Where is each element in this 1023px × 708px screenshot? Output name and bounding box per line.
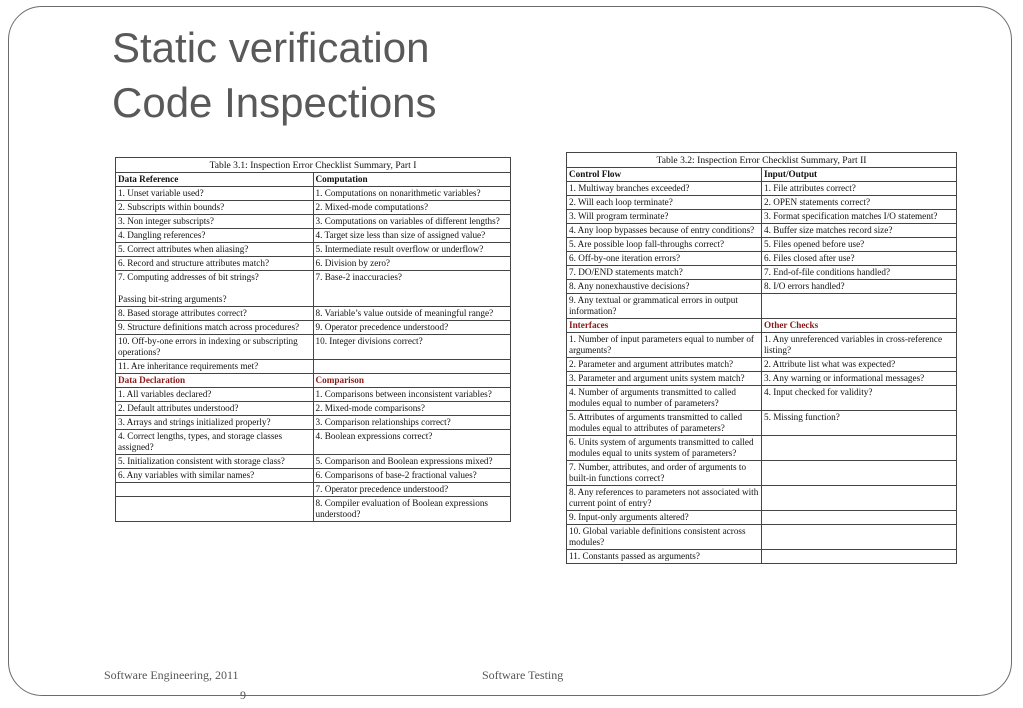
- cell-text: 7. End-of-file conditions handled?: [764, 267, 891, 277]
- table-cell-right: [762, 196, 957, 210]
- table-cell-left: [116, 307, 314, 321]
- table-cell-right: [313, 173, 511, 187]
- table-cell-left: [116, 187, 314, 201]
- cell-text: 6. Any variables with similar names?: [118, 470, 255, 480]
- table-cell-right: [313, 243, 511, 257]
- table-row: [116, 402, 511, 416]
- cell-text: 2. OPEN statements correct?: [764, 197, 871, 207]
- slide-title-line-1: Static verification: [112, 24, 430, 71]
- footer-course: Software Engineering, 2011: [104, 668, 239, 682]
- table-cell-left: [116, 469, 314, 483]
- table-row: [116, 321, 511, 335]
- cell-text: 1. Computations on nonarithmetic variables?: [315, 188, 481, 198]
- cell-text: 5. Missing function?: [764, 412, 840, 422]
- table-cell-right: [313, 229, 511, 243]
- cell-text: 1. Comparisons between inconsistent variables?: [315, 389, 492, 399]
- table-cell-left: [567, 280, 762, 294]
- table-row: [116, 215, 511, 229]
- table-cell-right: [762, 525, 957, 550]
- table-cell-right: [313, 321, 511, 335]
- table-row: [116, 243, 511, 257]
- cell-text: 4. Number of arguments transmitted to called modules equal to number of parameters?: [569, 387, 736, 408]
- table-cell-right: [762, 319, 957, 333]
- table-cell-left: [567, 436, 762, 461]
- cell-text: 10. Integer divisions correct?: [315, 336, 423, 346]
- cell-text: 2. Will each loop terminate?: [569, 197, 673, 207]
- table-row: [567, 386, 957, 411]
- table-cell-left: [567, 358, 762, 372]
- table-cell-left: [116, 402, 314, 416]
- table-cell-left: [116, 430, 314, 455]
- table-cell-right: [313, 271, 511, 307]
- table-cell-left: [116, 173, 314, 187]
- cell-text: Comparison: [315, 375, 364, 385]
- table-cell-right: [313, 430, 511, 455]
- cell-text: 4. Any loop bypasses because of entry conditions?: [569, 225, 755, 235]
- table-cell-right: [762, 372, 957, 386]
- table-cell-left: [567, 372, 762, 386]
- cell-text: 5. Intermediate result overflow or underflow?: [315, 244, 484, 254]
- cell-text: 3. Comparison relationships correct?: [315, 417, 451, 427]
- cell-text: 11. Are inheritance requirements met?: [118, 361, 259, 371]
- table-row: [116, 497, 511, 522]
- checklist-table-part-1: [115, 157, 511, 522]
- cell-text: 2. Parameter and argument attributes match?: [569, 359, 734, 369]
- table-cell-left: [116, 374, 314, 388]
- table-1-caption: Table 3.1: Inspection Error Checklist Summary, Part I: [115, 157, 511, 172]
- slide-title: [112, 20, 437, 130]
- cell-text: 5. Initialization consistent with storage class?: [118, 456, 285, 466]
- table-row: [567, 411, 957, 436]
- table-cell-right: [762, 358, 957, 372]
- table-cell-right: [313, 388, 511, 402]
- table-cell-right: [762, 224, 957, 238]
- cell-text: 5. Comparison and Boolean expressions mixed?: [315, 456, 493, 466]
- table-row: [567, 525, 957, 550]
- table-row: [116, 335, 511, 360]
- table-section-header: [567, 319, 957, 333]
- table-row: [567, 486, 957, 511]
- table-cell-left: [116, 388, 314, 402]
- cell-text: 5. Files opened before use?: [764, 239, 865, 249]
- table-cell-right: [762, 238, 957, 252]
- table-cell-left: [567, 238, 762, 252]
- cell-text: 11. Constants passed as arguments?: [569, 551, 700, 561]
- table-row: [116, 469, 511, 483]
- cell-text: 8. Based storage attributes correct?: [118, 308, 247, 318]
- table-cell-left: [567, 525, 762, 550]
- cell-text: 5. Correct attributes when aliasing?: [118, 244, 249, 254]
- cell-text: 2. Attribute list what was expected?: [764, 359, 896, 369]
- table-cell-left: [567, 550, 762, 564]
- cell-text: 8. Any nonexhaustive decisions?: [569, 281, 690, 291]
- table-cell-left: [567, 252, 762, 266]
- table-cell-right: [313, 201, 511, 215]
- table-row: [567, 224, 957, 238]
- cell-text: 7. Operator precedence understood?: [315, 484, 449, 494]
- cell-text: 2. Mixed-mode comparisons?: [315, 403, 425, 413]
- table-cell-left: [567, 210, 762, 224]
- table-section-header: [116, 374, 511, 388]
- cell-text: 7. DO/END statements match?: [569, 267, 683, 277]
- table-cell-right: [762, 411, 957, 436]
- table-row: [116, 455, 511, 469]
- table-cell-left: [567, 411, 762, 436]
- table-row: [567, 182, 957, 196]
- cell-text: 8. Compiler evaluation of Boolean expressions understood?: [315, 498, 488, 519]
- cell-text: 1. Multiway branches exceeded?: [569, 183, 690, 193]
- table-cell-left: [116, 215, 314, 229]
- table-row: [567, 372, 957, 386]
- table-cell-right: [313, 483, 511, 497]
- table-cell-left: [116, 229, 314, 243]
- footer-topic: Software Testing: [482, 668, 564, 682]
- cell-text: 5. Attributes of arguments transmitted to called modules equal to attributes of parameters?: [569, 412, 743, 433]
- table-cell-left: [567, 333, 762, 358]
- table-cell-right: [762, 436, 957, 461]
- table-section-header: [567, 168, 957, 182]
- table-cell-right: [313, 307, 511, 321]
- table-cell-left: [567, 461, 762, 486]
- table-cell-right: [762, 461, 957, 486]
- table-row: [116, 483, 511, 497]
- cell-text: 7. Base-2 inaccuracies?: [315, 272, 402, 282]
- table-cell-right: [313, 335, 511, 360]
- cell-text: 3. Parameter and argument units system match?: [569, 373, 745, 383]
- cell-text: Data Reference: [118, 174, 179, 184]
- cell-text: 9. Any textual or grammatical errors in output information?: [569, 295, 738, 316]
- table-row: [116, 229, 511, 243]
- table-cell-right: [762, 486, 957, 511]
- cell-text: 10. Off-by-one errors in indexing or subscripting operations?: [118, 336, 298, 357]
- cell-text: 4. Boolean expressions correct?: [315, 431, 433, 441]
- table-cell-left: [116, 243, 314, 257]
- table-2-caption: Table 3.2: Inspection Error Checklist Summary, Part II: [566, 152, 957, 167]
- cell-text: 8. I/O errors handled?: [764, 281, 845, 291]
- slide-title-line-2: Code Inspections: [112, 79, 437, 126]
- table-cell-left: [567, 511, 762, 525]
- table-cell-left: [116, 455, 314, 469]
- cell-text: 6. Division by zero?: [315, 258, 391, 268]
- table-cell-right: [313, 360, 511, 374]
- table-cell-left: [567, 319, 762, 333]
- cell-text: 6. Off-by-one iteration errors?: [569, 253, 681, 263]
- table-cell-left: [116, 416, 314, 430]
- table-row: [567, 436, 957, 461]
- cell-text: 1. Unset variable used?: [118, 188, 204, 198]
- table-cell-right: [313, 187, 511, 201]
- table-cell-right: [762, 266, 957, 280]
- table-cell-left: [116, 483, 314, 497]
- cell-text: 3. Non integer subscripts?: [118, 216, 214, 226]
- table-row: [116, 257, 511, 271]
- cell-text: 8. Variable’s value outside of meaningful range?: [315, 308, 494, 318]
- table-cell-right: [313, 257, 511, 271]
- cell-text: Interfaces: [569, 320, 609, 330]
- cell-text: 3. Computations on variables of different lengths?: [315, 216, 500, 226]
- table-row: [116, 201, 511, 215]
- checklist-table-2: [566, 152, 957, 564]
- table-cell-right: [762, 280, 957, 294]
- cell-text: Data Declaration: [118, 375, 186, 385]
- table-row: [567, 238, 957, 252]
- cell-text: 1. All variables declared?: [118, 389, 212, 399]
- table-row: [567, 280, 957, 294]
- checklist-table-part-2: [566, 152, 957, 564]
- table-row: [567, 252, 957, 266]
- cell-text: Input/Output: [764, 169, 818, 179]
- cell-text: 3. Format specification matches I/O statement?: [764, 211, 938, 221]
- table-cell-left: [567, 224, 762, 238]
- table-row: [567, 333, 957, 358]
- table-cell-left: [567, 168, 762, 182]
- table-row: [116, 271, 511, 307]
- cell-text: 10. Global variable definitions consistent across modules?: [569, 526, 746, 547]
- table-cell-left: [116, 497, 314, 522]
- table-cell-right: [762, 168, 957, 182]
- table-cell-left: [116, 271, 314, 307]
- cell-text: 4. Target size less than size of assigned value?: [315, 230, 486, 240]
- table-cell-right: [313, 215, 511, 229]
- cell-text: 1. Number of input parameters equal to number of arguments?: [569, 334, 754, 355]
- cell-text: 9. Operator precedence understood?: [315, 322, 449, 332]
- table-row: [116, 430, 511, 455]
- table-cell-right: [762, 252, 957, 266]
- cell-text: Passing bit-string arguments?: [118, 294, 227, 304]
- cell-text: 6. Units system of arguments transmitted to called modules equal to units system of parameters?: [569, 437, 754, 458]
- table-cell-right: [313, 455, 511, 469]
- table-cell-left: [116, 321, 314, 335]
- cell-text: 7. Computing addresses of bit strings?: [118, 272, 259, 282]
- table-cell-right: [762, 333, 957, 358]
- cell-text: 9. Structure definitions match across procedures?: [118, 322, 300, 332]
- cell-text: 7. Number, attributes, and order of arguments to built-in functions correct?: [569, 462, 747, 483]
- footer-page-number: 9: [240, 688, 246, 702]
- table-cell-right: [313, 416, 511, 430]
- table-row: [116, 307, 511, 321]
- table-cell-right: [762, 386, 957, 411]
- table-cell-right: [313, 402, 511, 416]
- table-cell-left: [567, 196, 762, 210]
- cell-text: 6. Record and structure attributes match?: [118, 258, 270, 268]
- table-cell-left: [567, 182, 762, 196]
- table-cell-left: [116, 257, 314, 271]
- cell-text: 9. Input-only arguments altered?: [569, 512, 689, 522]
- table-row: [567, 266, 957, 280]
- table-cell-left: [567, 294, 762, 319]
- table-cell-right: [762, 210, 957, 224]
- table-row: [567, 511, 957, 525]
- cell-text: 4. Input checked for validity?: [764, 387, 873, 397]
- cell-text: 2. Default attributes understood?: [118, 403, 239, 413]
- cell-text: 2. Subscripts within bounds?: [118, 202, 225, 212]
- table-cell-right: [762, 182, 957, 196]
- cell-text: Other Checks: [764, 320, 819, 330]
- table-cell-left: [116, 335, 314, 360]
- table-section-header: [116, 173, 511, 187]
- table-cell-right: [313, 374, 511, 388]
- checklist-table-1: [115, 157, 511, 522]
- cell-text: 2. Mixed-mode computations?: [315, 202, 429, 212]
- table-cell-right: [762, 550, 957, 564]
- table-cell-left: [567, 266, 762, 280]
- cell-text: 3. Arrays and strings initialized properly?: [118, 417, 271, 427]
- cell-text: 4. Dangling references?: [118, 230, 206, 240]
- table-row: [116, 388, 511, 402]
- table-row: [567, 358, 957, 372]
- cell-text: Computation: [315, 174, 368, 184]
- cell-text: 4. Correct lengths, types, and storage classes assigned?: [118, 431, 283, 452]
- table-row: [567, 210, 957, 224]
- cell-text: Control Flow: [569, 169, 622, 179]
- cell-text: 1. Any unreferenced variables in cross-reference listing?: [764, 334, 943, 355]
- cell-text: 5. Are possible loop fall-throughs correct?: [569, 239, 725, 249]
- cell-text: 4. Buffer size matches record size?: [764, 225, 893, 235]
- table-cell-right: [762, 511, 957, 525]
- cell-text: 6. Comparisons of base-2 fractional values?: [315, 470, 477, 480]
- table-row: [116, 187, 511, 201]
- cell-text: 6. Files closed after use?: [764, 253, 855, 263]
- table-cell-left: [567, 486, 762, 511]
- table-row: [116, 360, 511, 374]
- table-cell-left: [567, 386, 762, 411]
- cell-text: 8. Any references to parameters not associated with current point of entry?: [569, 487, 759, 508]
- table-row: [567, 294, 957, 319]
- cell-text: 3. Will program terminate?: [569, 211, 669, 221]
- cell-text: 1. File attributes correct?: [764, 183, 856, 193]
- table-row: [567, 550, 957, 564]
- table-cell-left: [116, 360, 314, 374]
- table-cell-right: [313, 497, 511, 522]
- table-cell-left: [116, 201, 314, 215]
- table-row: [567, 196, 957, 210]
- table-cell-right: [313, 469, 511, 483]
- cell-text: 3. Any warning or informational messages?: [764, 373, 925, 383]
- table-cell-right: [762, 294, 957, 319]
- table-row: [116, 416, 511, 430]
- table-row: [567, 461, 957, 486]
